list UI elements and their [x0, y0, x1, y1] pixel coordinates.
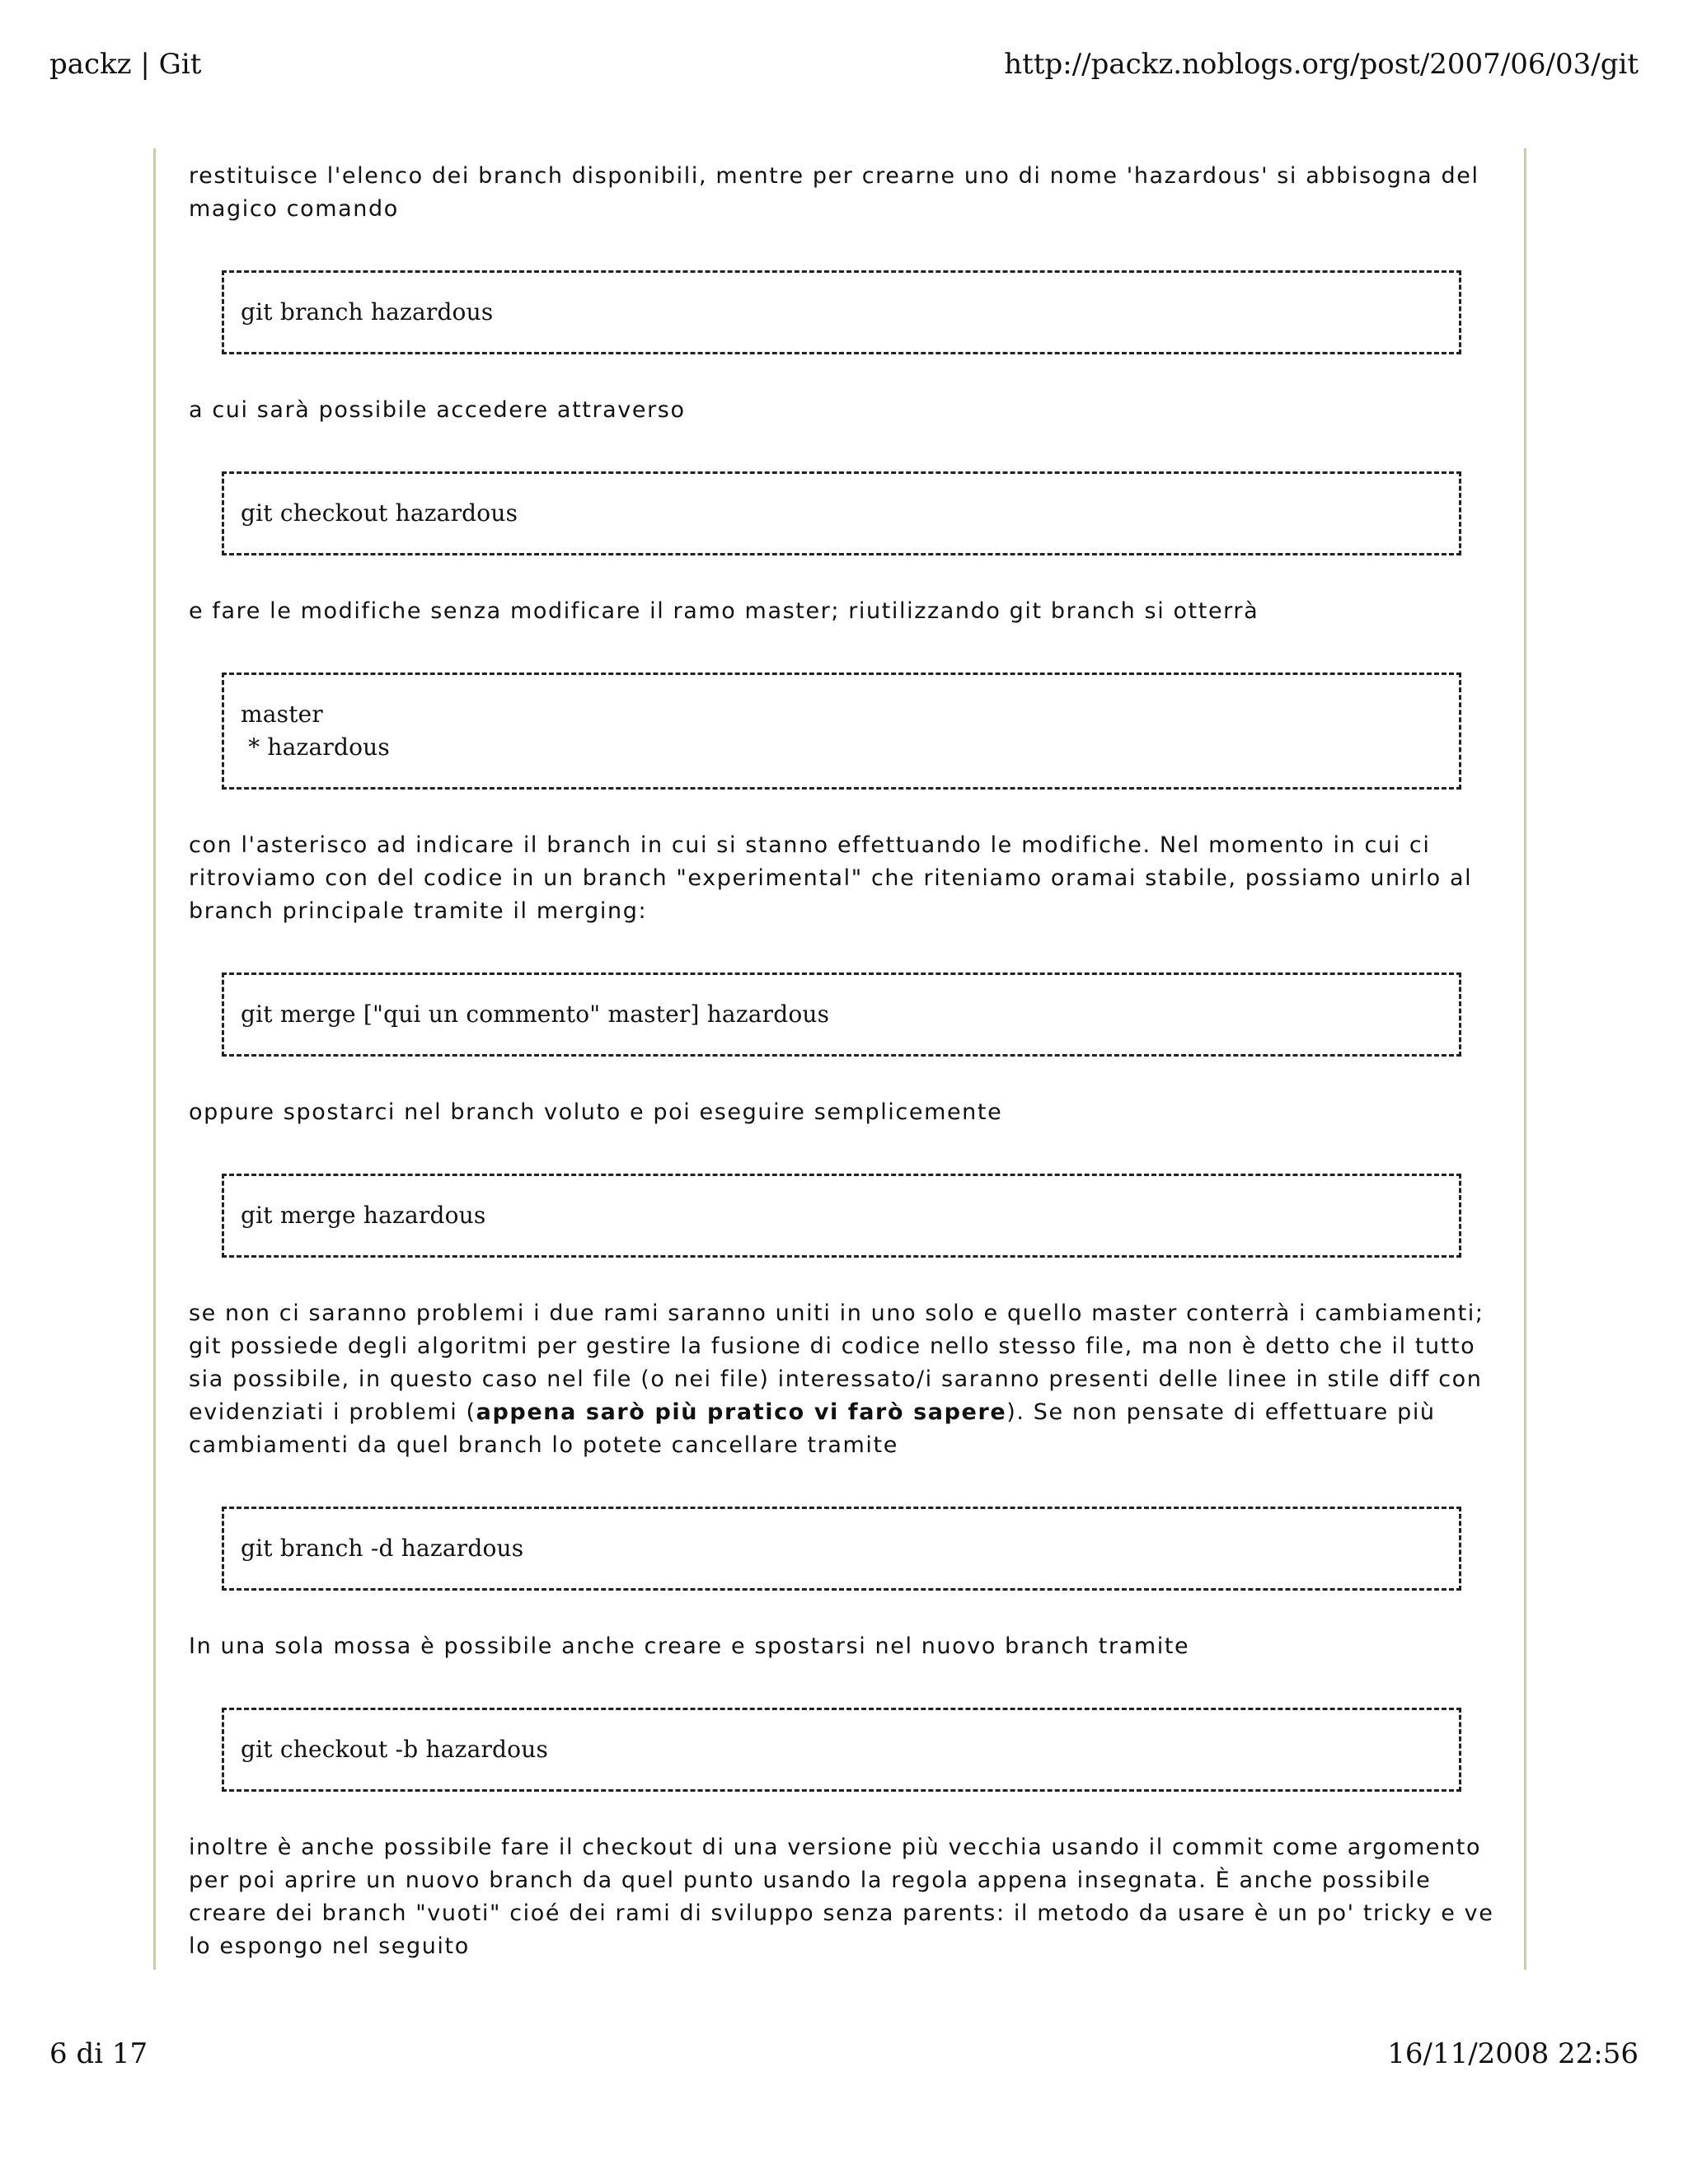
paragraph-5: oppure spostarci nel branch voluto e poi eseguire semplicemente: [189, 1099, 1003, 1125]
paragraph-6: [189, 1297, 1494, 1462]
paragraph-6-text-end: ). Se non pensate di effettuare più cambiamenti da quel branch lo potete cancellare tramite: [189, 1399, 1436, 1458]
paragraph-4: con l'asterisco ad indicare il branch in cui si stanno effettuando le modifiche. Nel momento in cui ci ritroviamo con del codice in un branch "experimental" che riteniamo oramai stabile, possiamo unirlo al branch principale tramite il merging:: [189, 832, 1473, 924]
paragraph-8: inoltre è anche possibile fare il checkout di una versione più vecchia usando il commit come argomento per poi aprire un nuovo branch da quel punto usando la regola appena insegnata. È anche possibile creare dei branch "vuoti" cioé dei rami di sviluppo senza parents: il metodo da usare è un po' tricky e ve lo espongo nel seguito: [189, 1835, 1494, 1959]
article-body: [189, 160, 1494, 1963]
code-block-2: git checkout hazardous: [222, 471, 1461, 555]
paragraph-6-text-start: se non ci saranno problemi i due rami saranno uniti in uno solo e quello master conterrà i cambiamenti; git possiede degli algoritmi per gestire la fusione di codice nello stesso file, ma non è detto che il tutto sia possibile, in questo caso nel file (o nei file) interessato/i saranno presenti delle linee in stile diff con evidenziati i problemi (: [189, 1301, 1484, 1425]
paragraph-1: restituisce l'elenco dei branch disponibili, mentre per crearne uno di nome 'hazardous' si abbisogna del magico comando: [189, 163, 1479, 222]
code-block-7: git checkout -b hazardous: [222, 1708, 1461, 1792]
print-datetime: 16/11/2008 22:56: [1387, 2037, 1639, 2070]
paragraph-7: In una sola mossa è possibile anche creare e spostarsi nel nuovo branch tramite: [189, 1633, 1190, 1659]
paragraph-6-bold-text: appena sarò più pratico vi farò sapere: [476, 1399, 1007, 1425]
page-url: http://packz.noblogs.org/post/2007/06/03/git: [1004, 48, 1639, 81]
page-title: packz | Git: [49, 48, 202, 81]
code-block-3: master * hazardous: [222, 673, 1461, 790]
print-footer: [49, 2037, 1639, 2070]
page-number: 6 di 17: [49, 2037, 148, 2070]
code-block-6: git branch -d hazardous: [222, 1507, 1461, 1591]
code-block-4: git merge ["qui un commento" master] hazardous: [222, 972, 1461, 1057]
content-frame: [153, 148, 1526, 1970]
code-block-5: git merge hazardous: [222, 1174, 1461, 1258]
code-block-1: git branch hazardous: [222, 270, 1461, 354]
paragraph-2: a cui sarà possibile accedere attraverso: [189, 397, 686, 423]
print-header: [49, 48, 1639, 81]
paragraph-3: e fare le modifiche senza modificare il ramo master; riutilizzando git branch si otterrà: [189, 598, 1259, 624]
